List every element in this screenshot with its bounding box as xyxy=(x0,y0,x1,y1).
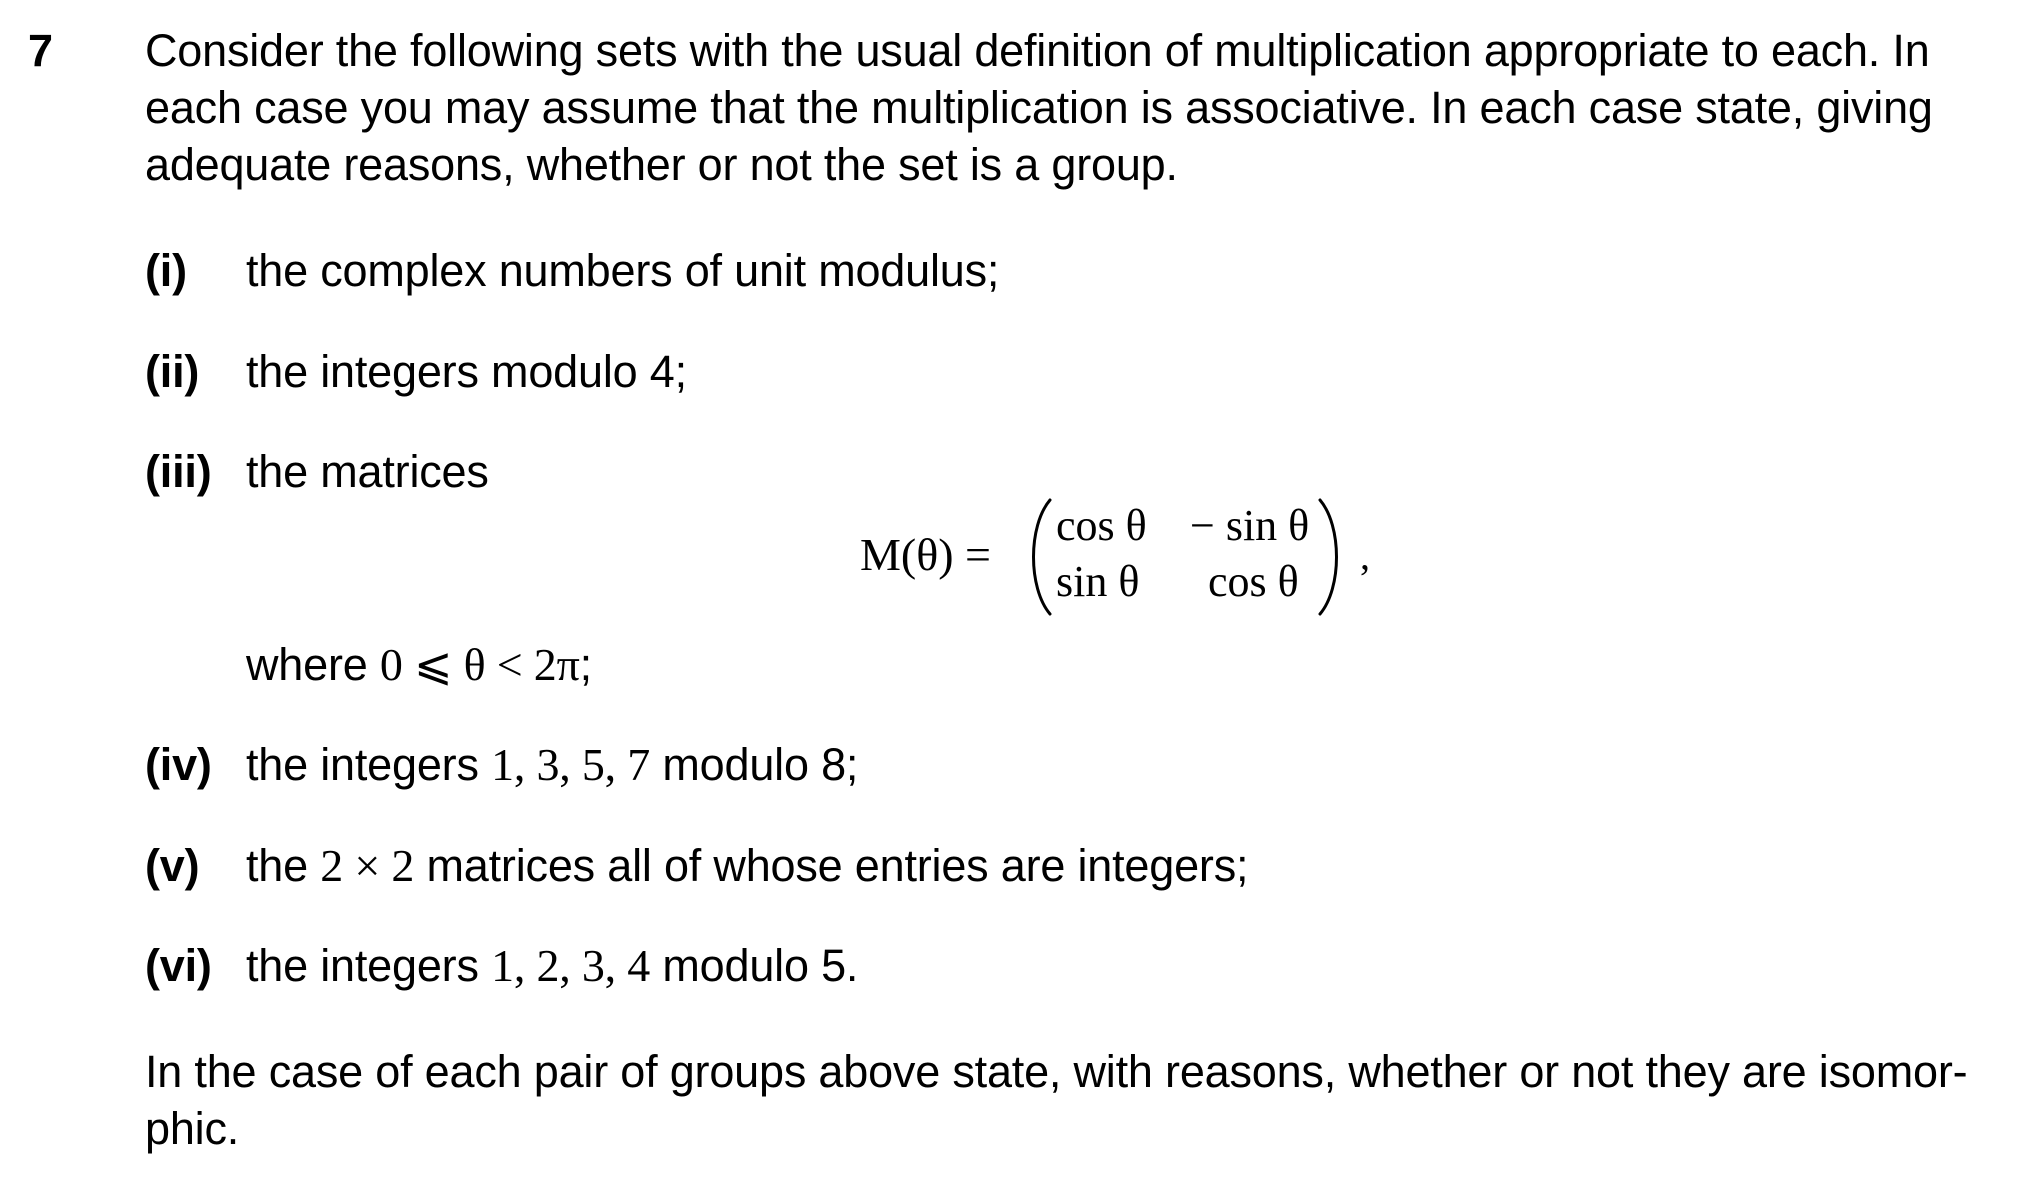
condition-end: ; xyxy=(579,639,592,690)
part-label-i: (i) xyxy=(145,245,187,296)
part-vi-math: 1, 2, 3, 4 xyxy=(491,940,651,991)
intro-line-1: Consider the following sets with the usual definition of multiplication appropriate to each. In xyxy=(145,25,1930,76)
question-number: 7 xyxy=(28,25,53,76)
part-text-v xyxy=(246,837,1248,895)
theta-condition xyxy=(246,636,592,694)
part-text-i: the complex numbers of unit modulus; xyxy=(246,245,1000,296)
matrix-lhs: M(θ) xyxy=(860,529,954,580)
matrix-trailing-comma: , xyxy=(1360,533,1370,578)
matrix-left-paren-icon xyxy=(1020,496,1060,618)
part-text-vi xyxy=(246,937,858,995)
part-vi-text-after: modulo 5. xyxy=(650,940,859,991)
part-label-v: (v) xyxy=(145,840,200,891)
intro-line-3: adequate reasons, whether or not the set is a group. xyxy=(145,139,1178,190)
part-text-iii: the matrices xyxy=(246,446,489,497)
matrix-cell-a12: − sin θ xyxy=(1190,501,1310,550)
matrix-cell-a22: cos θ xyxy=(1208,557,1299,606)
condition-math: 0 ⩽ θ < 2π xyxy=(379,639,580,690)
matrix-cell-a11: cos θ xyxy=(1056,501,1147,550)
matrix-equation xyxy=(860,496,1400,626)
part-label-iii: (iii) xyxy=(145,446,212,497)
part-v-math: 2 × 2 xyxy=(320,840,415,891)
part-label-iv: (iv) xyxy=(145,739,212,790)
part-label-vi: (vi) xyxy=(145,940,212,991)
part-label-ii: (ii) xyxy=(145,346,200,397)
part-iv-text-before: the integers xyxy=(246,739,492,790)
part-iv-math: 1, 3, 5, 7 xyxy=(491,739,651,790)
matrix-equals-sign: = xyxy=(965,529,991,580)
matrix-cell-a21: sin θ xyxy=(1056,557,1140,606)
closing-line-2: phic. xyxy=(145,1103,240,1154)
part-v-text-after: matrices all of whose entries are integers; xyxy=(414,840,1249,891)
part-iv-text-after: modulo 8; xyxy=(650,739,859,790)
part-text-ii: the integers modulo 4; xyxy=(246,346,687,397)
matrix-right-paren-icon xyxy=(1310,496,1350,618)
intro-line-2: each case you may assume that the multiplication is associative. In each case state, giving xyxy=(145,82,1933,133)
closing-line-1: In the case of each pair of groups above state, with reasons, whether or not they are isomor- xyxy=(145,1046,1968,1097)
part-vi-text-before: the integers xyxy=(246,940,492,991)
condition-text: where xyxy=(246,639,380,690)
part-v-text-before: the xyxy=(246,840,321,891)
part-text-iv xyxy=(246,736,858,794)
